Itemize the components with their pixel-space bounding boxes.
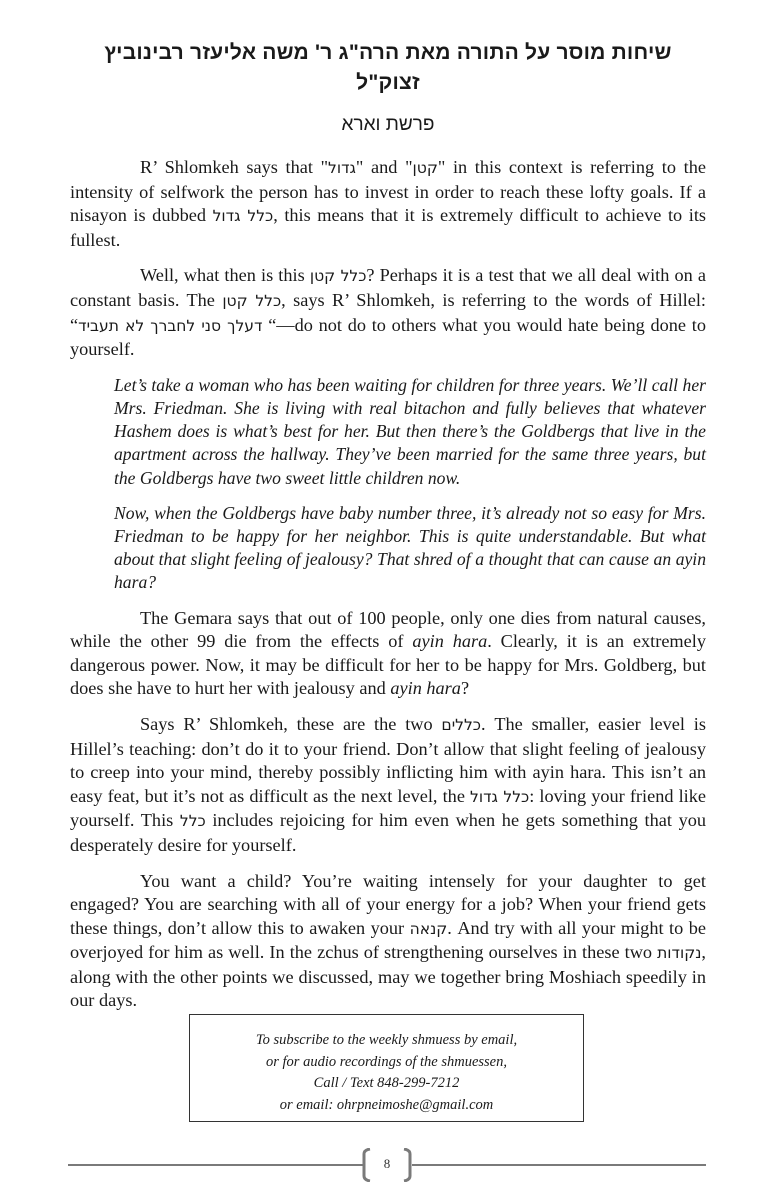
- text-run: , this means that it is extremely difficult to achieve to its fullest.: [70, 205, 707, 250]
- text-run: " and ": [355, 157, 413, 177]
- body-paragraph: [70, 264, 706, 361]
- text-run: Now, when the Goldbergs have baby number three, it’s already not so easy for Mrs. Friedman to be happy for her neighbor. This is quite understandable. But what about that slight feeling of jealousy? That shred of a thought that can cause an ayin hara?: [114, 502, 706, 593]
- hebrew-term: גדול: [328, 159, 356, 177]
- page-number: 8: [383, 1156, 391, 1171]
- hebrew-term: נקודות: [657, 944, 702, 963]
- text-run: Says R’ Shlomkeh, these are the two: [140, 713, 442, 734]
- footer-rule-right: [412, 1164, 706, 1166]
- text-run: . And try with all your might to be overjoyed for him as well. In the zchus of strengthening ourselves in these two: [70, 917, 706, 963]
- hebrew-term: כללים: [441, 715, 481, 734]
- subscribe-phone: Call / Text 848-299-7212: [313, 1075, 460, 1091]
- footer-rule-left: [68, 1164, 364, 1166]
- text-run: : loving your friend like yourself. This: [70, 785, 707, 831]
- hebrew-term: כלל קטן: [309, 267, 367, 286]
- text-run: includes rejoicing for him even when he gets something that you desperately desire for yourself.: [70, 810, 706, 855]
- body-paragraph: [70, 156, 706, 252]
- hebrew-term: כלל: [179, 812, 206, 831]
- right-bracket-icon: [402, 1148, 412, 1182]
- hebrew-term: כלל גדול: [470, 787, 530, 806]
- block-quote-paragraph: [70, 502, 706, 595]
- italic-term: ayin hara: [390, 678, 461, 699]
- text-run: ? Perhaps it is a test that we all deal with on a constant basis. The: [70, 265, 706, 310]
- body-paragraph: [70, 870, 706, 1014]
- text-run: R’ Shlomkeh says that ": [140, 157, 329, 177]
- body-paragraph: [70, 607, 706, 701]
- text-run: , along with the other points we discussed, may we together bring Moshiach speedily in our days.: [70, 942, 706, 1011]
- document-page: [70, 38, 706, 1025]
- text-run: “—do not do to others what you would hate being done to yourself.: [70, 314, 706, 360]
- text-run: The Gemara says that out of 100 people, only one dies from natural causes, while the other 99 die from the effects of: [70, 607, 706, 652]
- subscribe-line: To subscribe to the weekly shmuess by email,: [255, 1032, 518, 1048]
- hebrew-term: דעלך סני לחברך לא תעביד: [78, 316, 263, 335]
- subscribe-email: or email: ohrpneimoshe@gmail.com: [279, 1096, 494, 1113]
- left-bracket-icon: [362, 1148, 372, 1182]
- parsha-subtitle: פרשת וארא: [341, 114, 435, 135]
- subscribe-line: or for audio recordings of the shmuessen,: [266, 1053, 507, 1070]
- page-footer: [68, 1148, 706, 1182]
- subscribe-box: [189, 1014, 584, 1122]
- italic-term: ayin hara: [412, 631, 488, 652]
- header-title: שיחות מוסר על התורה מאת הרה"ג ר' משה אליעזר רבינוביץ זצוק"ל: [104, 41, 672, 94]
- hebrew-term: כלל קטן: [222, 291, 282, 310]
- article-body: [70, 156, 706, 1013]
- text-run: Let’s take a woman who has been waiting for children for three years. We’ll call her Mrs. Friedman. She is living with real bitachon and fully believes that whatever Hashem does is what’s best for her. But then there’s the Goldbergs that live in the apartment across the hallway. They’ve been married for the same three years, but the Goldbergs have two sweet little children now.: [114, 374, 706, 488]
- hebrew-term: קטן: [412, 159, 438, 177]
- hebrew-term: כלל גדול: [212, 207, 274, 226]
- text-run: . The smaller, easier level is Hillel’s teaching: don’t do it to your friend. Don’t allow that slight feeling of jealousy to creep into your mind, thereby possibly inflicting him with ayin hara. This isn’t an easy feat, but it’s not as difficult as the next level, the: [70, 713, 706, 806]
- text-run: ?: [460, 678, 470, 699]
- text-run: Well, what then is this: [140, 265, 310, 286]
- body-paragraph: [70, 713, 706, 858]
- text-run: " in this context is referring to the intensity of selfwork the person has to invest in order to reach these lofty goals. If a nisayon is dubbed: [70, 157, 706, 226]
- block-quote-paragraph: [70, 374, 706, 490]
- text-run: You want a child? You’re waiting intensely for your daughter to get engaged? You are searching with all of your energy for a job? When your friend gets these things, don’t allow this to awaken your: [70, 870, 706, 938]
- hebrew-term: קנאה: [409, 919, 448, 938]
- text-run: . Clearly, it is an extremely dangerous power. Now, it may be difficult for her to be happy for Mrs. Goldberg, but does she have to hurt her with jealousy and: [70, 631, 706, 699]
- text-run: , says R’ Shlomkeh, is referring to the words of Hillel: “: [70, 289, 707, 335]
